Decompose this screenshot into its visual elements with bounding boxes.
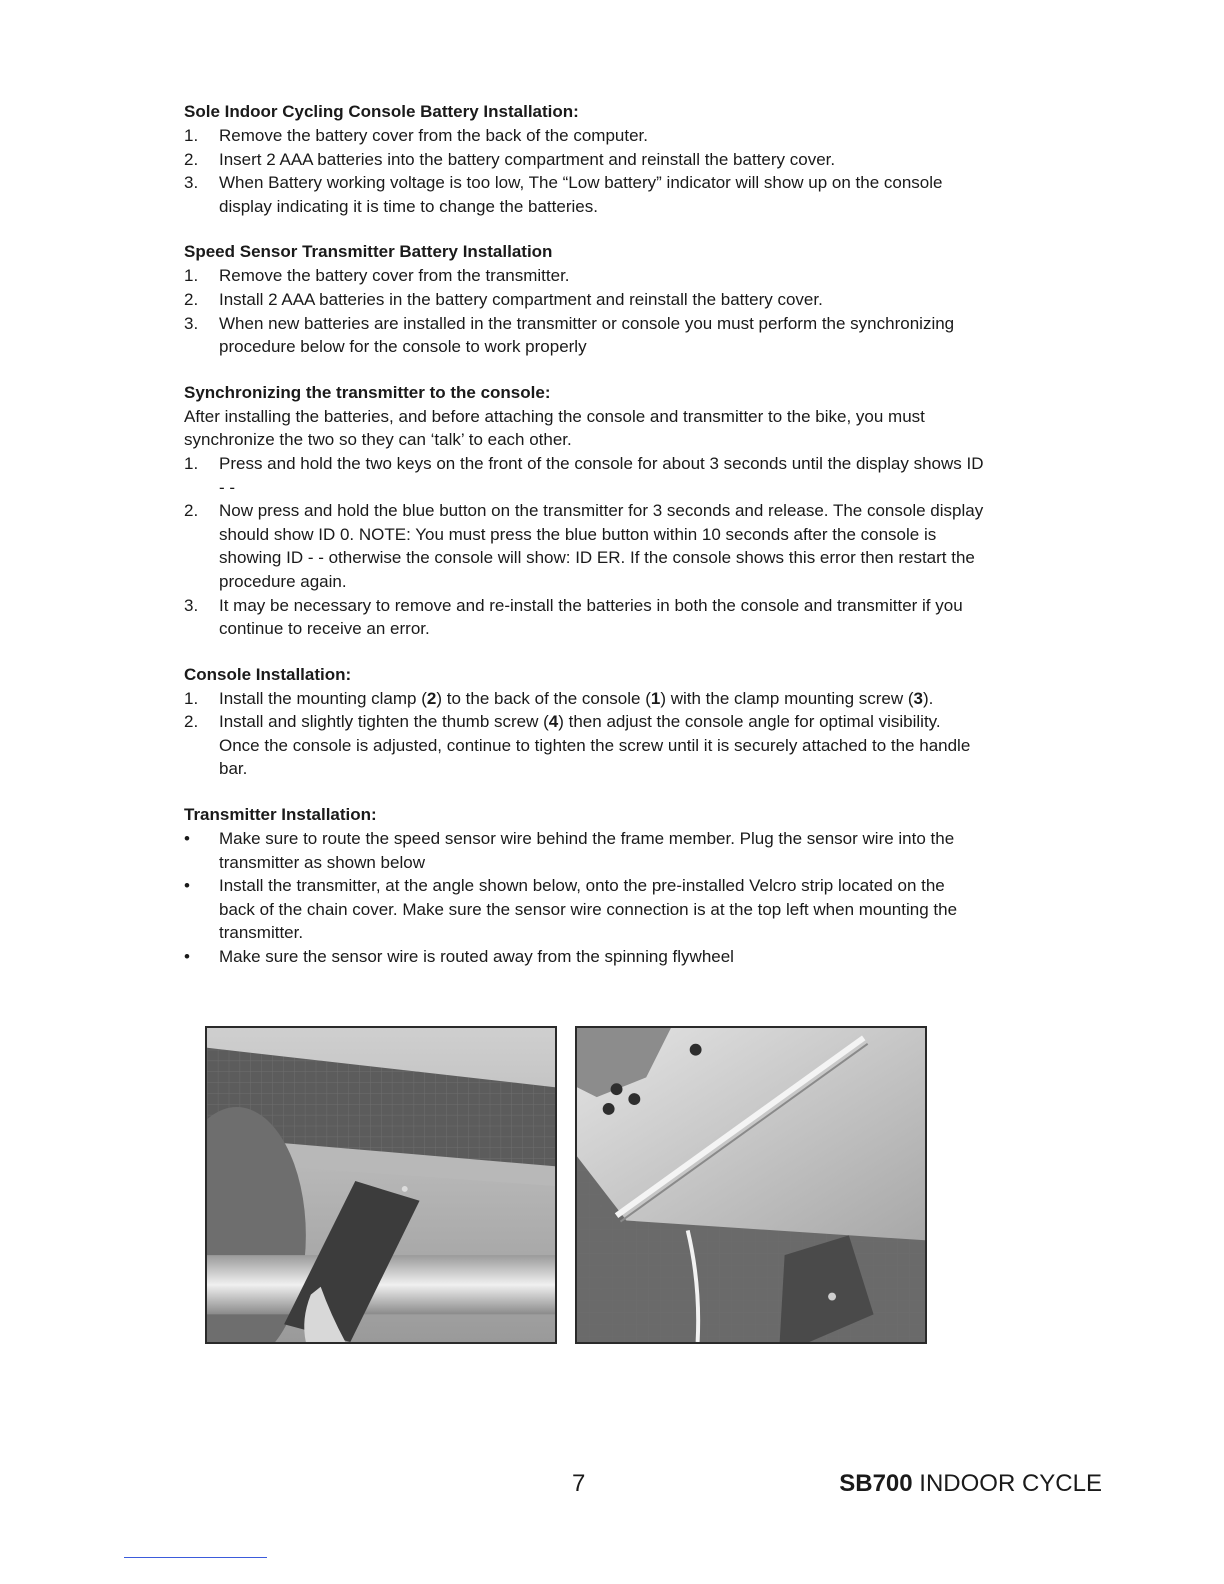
transmitter-mounted-illustration (577, 1028, 925, 1342)
bullet-icon: • (184, 947, 190, 967)
list-item: • Make sure to route the speed sensor wire behind the frame member. Plug the sensor wire into the transmitter as shown below (184, 829, 955, 872)
numbered-list (184, 264, 984, 358)
footer-model-label (839, 1470, 1102, 1498)
page-content (184, 100, 984, 991)
section-heading: Transmitter Installation: (184, 805, 377, 825)
list-item: 2. Install 2 AAA batteries in the battery compartment and reinstall the battery cover. (184, 289, 823, 309)
transmitter-battery-section (184, 240, 984, 358)
model-number: SB700 (839, 1470, 913, 1497)
transmitter-installation-section (184, 803, 984, 969)
bullet-icon: • (184, 829, 190, 849)
transmitter-wire-photo (205, 1026, 557, 1344)
numbered-list (184, 452, 984, 641)
list-item: 2. Install and slightly tighten the thumb screw (4) then adjust the console angle for optimal visibility. Once the console is adjusted, continue to tighten the screw until it is securely attached to the handle bar. (184, 712, 971, 779)
numbered-list (184, 687, 984, 781)
synchronizing-section (184, 381, 984, 641)
list-item: 3. It may be necessary to remove and re-install the batteries in both the console and transmitter if you continue to receive an error. (184, 595, 963, 639)
list-item: 1. Remove the battery cover from the transmitter. (184, 266, 570, 286)
part-reference: 2 (426, 688, 437, 708)
transmitter-mounted-photo (575, 1026, 927, 1344)
transmitter-wire-illustration (207, 1028, 555, 1342)
list-item: 1. Remove the battery cover from the back of the computer. (184, 126, 648, 145)
section-heading: Synchronizing the transmitter to the console: (184, 382, 551, 402)
list-item: • Install the transmitter, at the angle shown below, onto the pre-installed Velcro strip located on the back of the chain cover. Make sure the sensor wire connection is at the top left when mounting the transmitter. (184, 876, 958, 943)
console-installation-section (184, 663, 984, 781)
footnote-rule (124, 1557, 267, 1558)
section-heading: Console Installation: (184, 664, 352, 684)
list-item: • Make sure the sensor wire is routed away from the spinning flywheel (184, 945, 984, 969)
list-item: 1. Install the mounting clamp (2) to the back of the console (1) with the clamp mounting screw (3). (184, 688, 934, 708)
list-item: 1. Press and hold the two keys on the front of the console for about 3 seconds until the display shows ID - - (184, 453, 984, 497)
intro-paragraph: After installing the batteries, and before attaching the console and transmitter to the bike, you must synchronize the two so they can ‘talk’ to each other. (184, 406, 925, 450)
bullet-icon: • (184, 876, 190, 896)
section-heading: Speed Sensor Transmitter Battery Installation (184, 242, 553, 262)
console-battery-section (184, 100, 984, 218)
list-item: 3. When Battery working voltage is too low, The “Low battery” indicator will show up on the console display indicating it is time to change the batteries. (184, 173, 943, 216)
product-name: INDOOR CYCLE (919, 1470, 1102, 1497)
list-item: 2. Now press and hold the blue button on the transmitter for 3 seconds and release. The console display should show ID 0. NOTE: You must press the blue button within 10 seconds after the console is showing ID - - otherwise the console will show: ID ER. If the console shows this error then restart the procedure again. (184, 501, 984, 591)
page-number: 7 (572, 1470, 586, 1497)
part-reference: 1 (650, 688, 661, 708)
list-item: 2. Insert 2 AAA batteries into the battery compartment and reinstall the battery cover. (184, 149, 836, 169)
list-item: 3. When new batteries are installed in the transmitter or console you must perform the synchronizing procedure below for the console to work properly (184, 313, 955, 357)
section-heading: Sole Indoor Cycling Console Battery Installation: (184, 102, 579, 121)
numbered-list (184, 124, 984, 218)
part-reference: 4 (548, 712, 559, 732)
part-reference: 3 (913, 688, 924, 708)
bullet-list (184, 827, 984, 969)
